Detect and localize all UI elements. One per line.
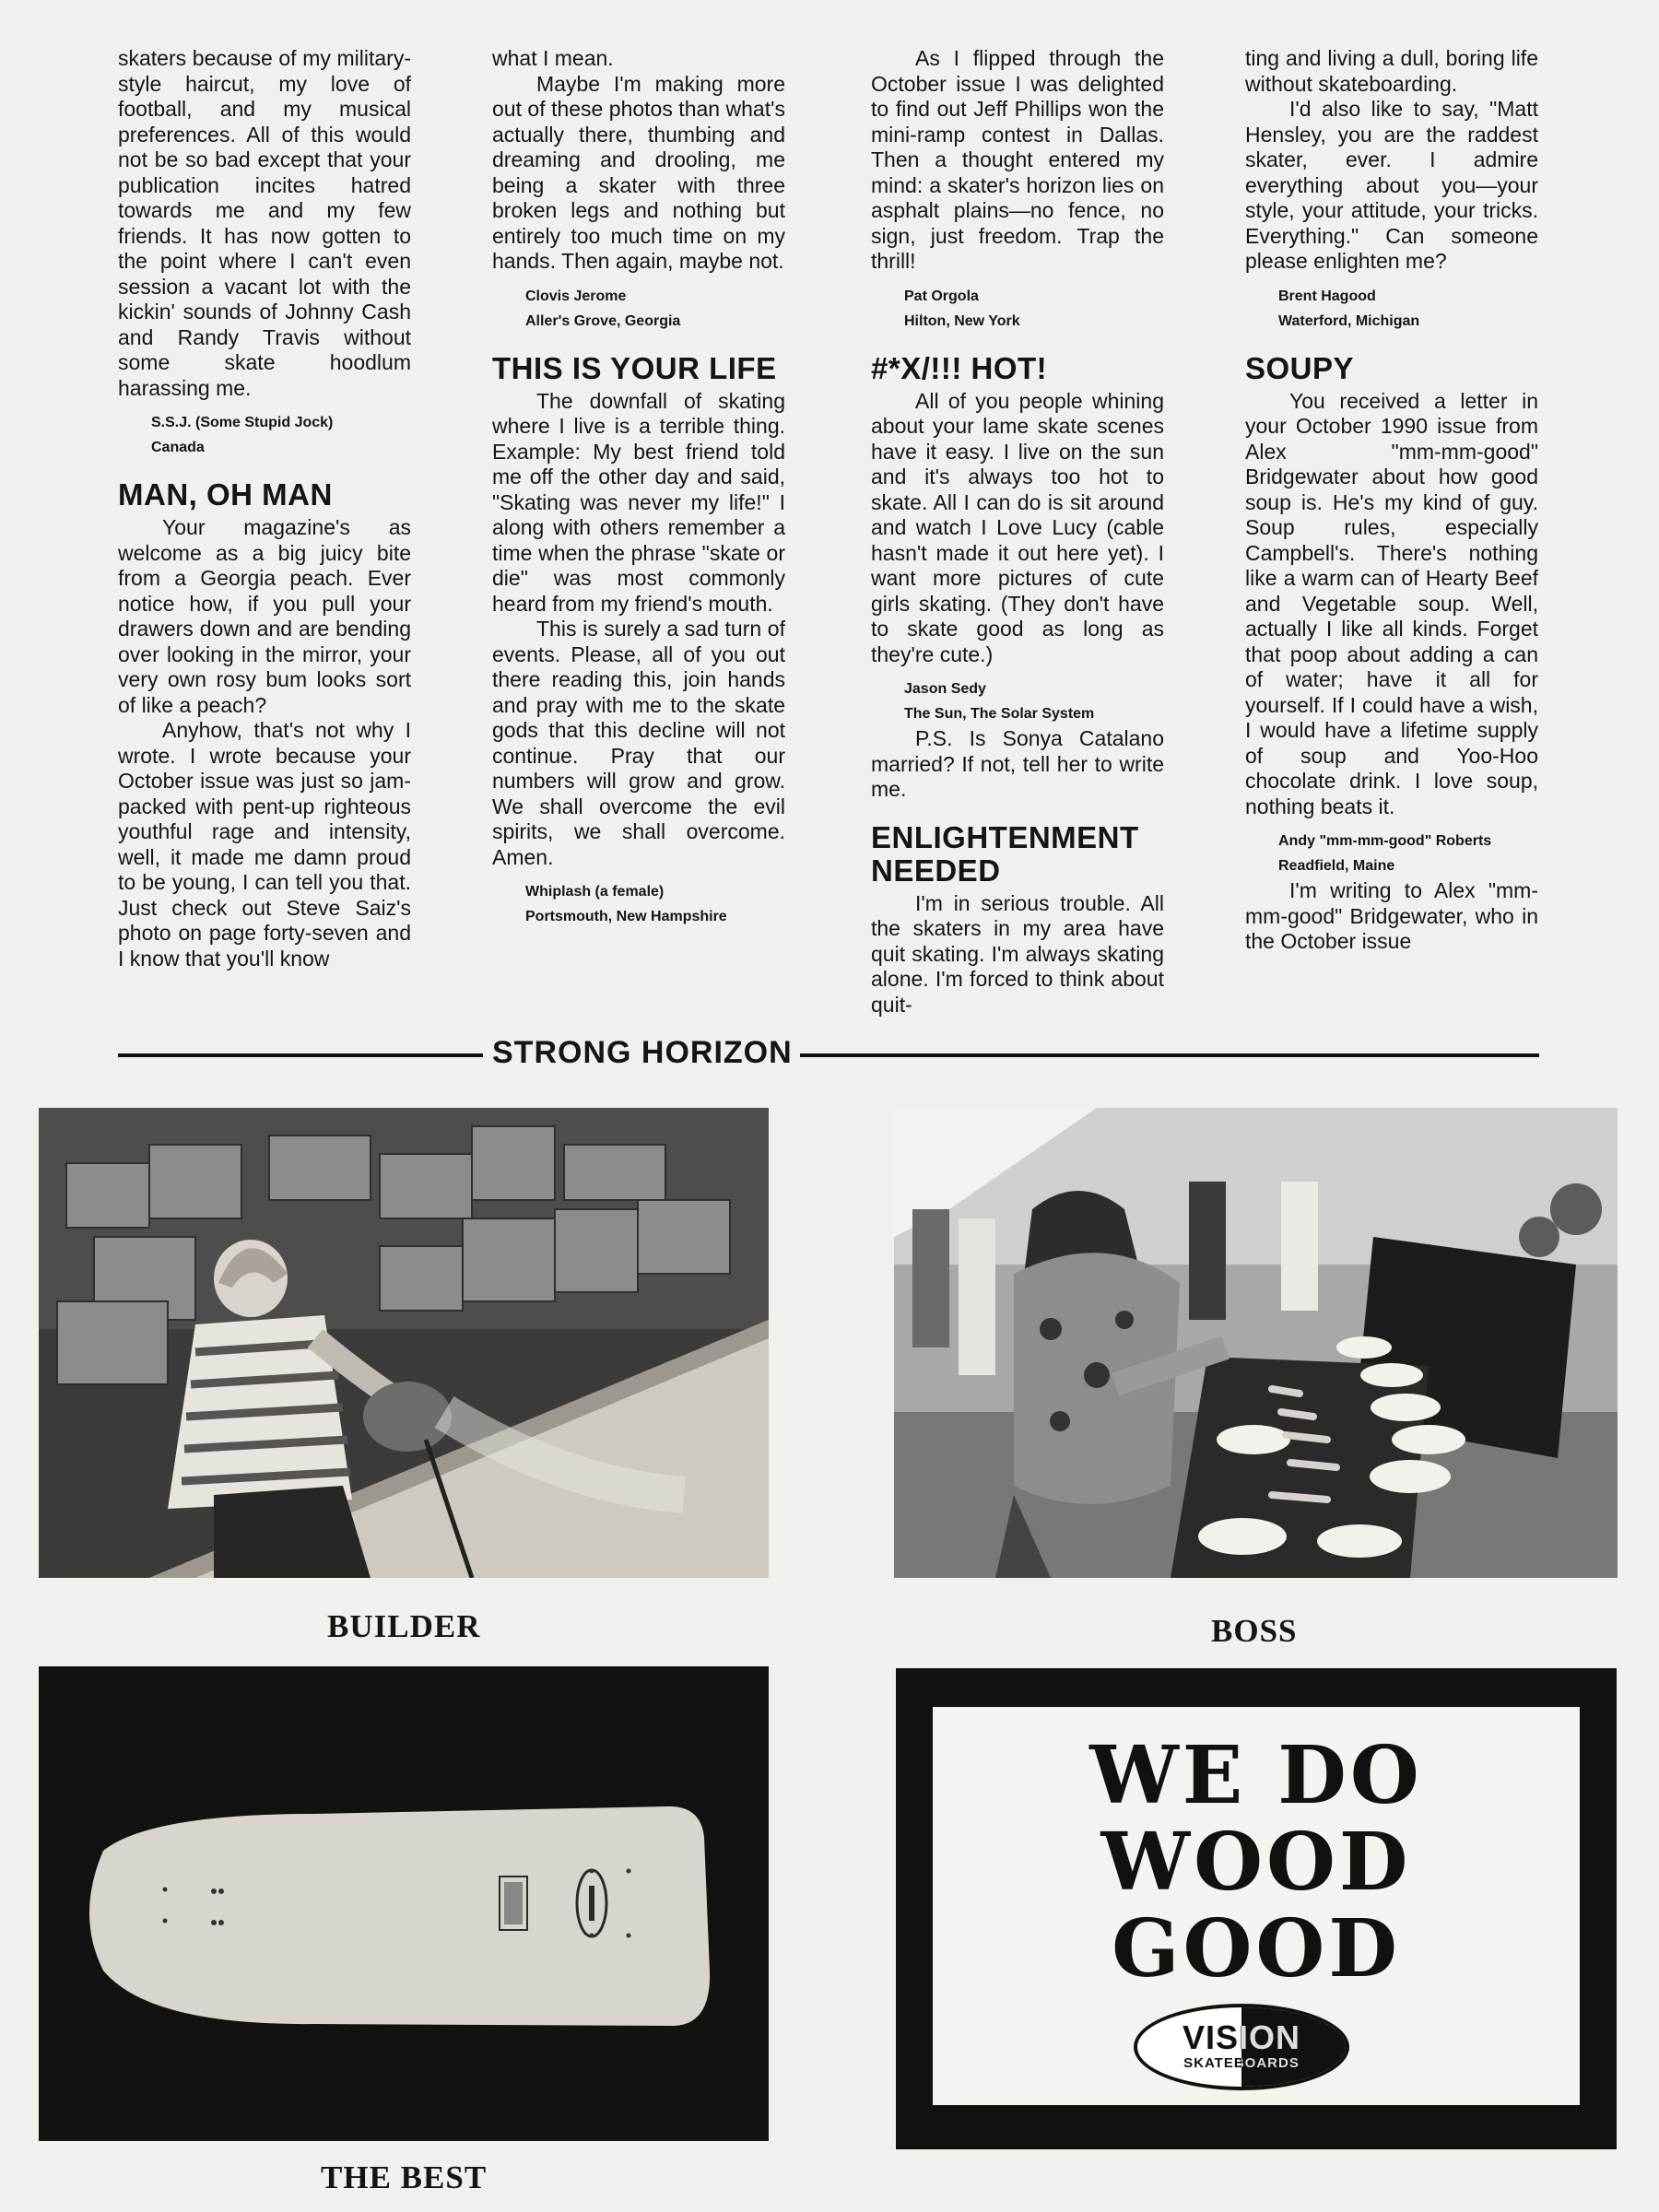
signature-location: Waterford, Michigan <box>1278 312 1420 329</box>
signature-name: Clovis Jerome <box>525 288 627 304</box>
ad-line-1: WE DO <box>1089 1729 1423 1822</box>
ad-panel <box>933 1707 1580 2105</box>
signature-name: Jason Sedy <box>904 681 986 697</box>
signature-location: Hilton, New York <box>904 312 1020 329</box>
signature-location: Readfield, Maine <box>1278 858 1395 874</box>
letter-paragraph: I'm writing to Alex "mm-mm-good" Bridgewater, who in the October issue <box>1245 878 1538 953</box>
letter-paragraph: I'm in serious trouble. All the skaters in my area have quit skating. I'm always skating alone. I'm forced to think about quit- <box>871 890 1164 1017</box>
boss-caption: BOSS <box>1211 1613 1298 1649</box>
letter-paragraph: All of you people whining about your lame skate scenes have it easy. I live on the sun and it's always too hot to skate. All I can do is sit around and watch I Love Lucy (cable hasn't made it out here yet). I want more pictures of cute girls skating. (They don't have to skate good as long as they're cute.) <box>871 388 1164 666</box>
section-rule-left <box>118 1053 483 1057</box>
letter-signature <box>904 677 1164 726</box>
letter-paragraph: ting and living a dull, boring life without skateboarding. <box>1245 46 1538 96</box>
vision-logo <box>1134 2004 1349 2090</box>
letter-signature <box>1278 284 1538 334</box>
builder-photo <box>39 1108 769 1578</box>
letter-paragraph: skaters because of my military-style haircut, my love of football, and my musical preferences. All of this would not be so bad except that your publication incites hatred towards me and my few friends. It has now gotten to the point where I can't even session a vacant lot with the kickin' sounds of Johnny Cash and Randy Travis without some skate hoodlum harassing me. <box>118 46 411 400</box>
signature-name: S.S.J. (Some Stupid Jock) <box>151 415 334 430</box>
section-title: STRONG HORIZON <box>492 1035 793 1070</box>
letter-signature <box>525 284 785 334</box>
letter-signature <box>1278 829 1538 878</box>
letter-paragraph: Anyhow, that's not why I wrote. I wrote because your October issue was just so jam-packed with pent-up righteous youthful rage and intensity, well, it made me damn proud to be young, I can tell you that. Just check out Steve Saiz's photo on page forty-seven and I know that you'll know <box>118 718 411 971</box>
signature-name: Whiplash (a female) <box>525 884 665 900</box>
letters-column-3 <box>871 46 1164 1018</box>
letter-headline: SOUPY <box>1245 350 1355 385</box>
best-caption: THE BEST <box>321 2159 488 2195</box>
letter-paragraph: You received a letter in your October 1990 issue from Alex "mm-mm-good" Bridgewater about how good soup is. He's my kind of guy. Soup rules, especially Campbell's. There's nothing like a warm can of Hearty Beef and Vegetable soup. Well, actually I like all kinds. Forget that poop about adding a can of water; have it all for yourself. If I could have a wish, I would have a lifetime supply of soup and Yoo-Hoo chocolate drink. I love soup, nothing beats it. <box>1245 388 1538 818</box>
boss-photo <box>894 1108 1618 1578</box>
section-rule-right <box>800 1053 1539 1057</box>
letter-paragraph: The downfall of skating where I live is a terrible thing. Example: My best friend told me off the other day and said, "Skating was never my life!" I along with others remember a time when the phrase "skate or die" was most commonly heard from my friend's mouth. <box>492 388 785 616</box>
signature-location: Aller's Grove, Georgia <box>525 312 681 329</box>
letters-column-4 <box>1245 46 1538 955</box>
signature-location: The Sun, The Solar System <box>904 706 1095 722</box>
ad-line-2: WOOD <box>1100 1816 1412 1909</box>
letter-paragraph: Your magazine's as welcome as a big juicy bite from a Georgia peach. Ever notice how, if you pull your drawers down and are bending over looking in the mirror, your very own rosy bum looks sort of like a peach? <box>118 515 411 717</box>
vision-ad <box>896 1668 1617 2149</box>
letter-headline: #*X/!!! HOT! <box>871 350 1048 385</box>
builder-caption: BUILDER <box>327 1608 481 1644</box>
signature-name: Pat Orgola <box>904 288 979 304</box>
letter-signature <box>904 284 1164 334</box>
letter-headline: THIS IS YOUR LIFE <box>492 350 777 385</box>
letter-paragraph: This is surely a sad turn of events. Please, all of you out there reading this, join hands and pray with me to the skate gods that this decline will not continue. Pray that our numbers will grow and grow. We shall overcome the evil spirits, we shall overcome. Amen. <box>492 617 785 869</box>
letters-column-1 <box>118 46 411 971</box>
letters-column-2 <box>492 46 785 929</box>
signature-location: Canada <box>151 440 205 455</box>
signature-location: Portsmouth, New Hampshire <box>525 909 727 924</box>
letter-signature <box>525 879 785 929</box>
letter-signature <box>151 410 411 460</box>
signature-name: Brent Hagood <box>1278 288 1376 304</box>
letter-paragraph: P.S. Is Sonya Catalano married? If not, tell her to write me. <box>871 726 1164 801</box>
ad-line-3: GOOD <box>1112 1902 1401 1995</box>
signature-name: Andy "mm-mm-good" Roberts <box>1278 833 1492 849</box>
letter-headline: ENLIGHTENMENT NEEDED <box>871 819 1139 888</box>
letter-paragraph: what I mean. <box>492 46 614 70</box>
letter-paragraph: Maybe I'm making more out of these photos than what's actually there, thumbing and dreaming and drooling, me being a skater with three broken legs and nothing but entirely too much time on my hands. Then again, maybe not. <box>492 71 785 273</box>
best-deck-photo <box>39 1666 769 2141</box>
logo-bottom-text: SKATEBOARDS <box>1183 2055 1300 2071</box>
letter-paragraph: I'd also like to say, "Matt Hensley, you are the raddest skater, ever. I admire everything about you—your style, your attitude, your tricks. Everything." Can someone please enlighten me? <box>1245 97 1538 273</box>
ad-slogan <box>933 1729 1580 1995</box>
letter-headline: MAN, OH MAN <box>118 477 333 512</box>
logo-top-text: VISION <box>1182 2018 1301 2056</box>
letter-paragraph: As I flipped through the October issue I was delighted to find out Jeff Phillips won the mini-ramp contest in Dallas. Then a thought entered my mind: a skater's horizon lies on asphalt plains—no fence, no sign, just freedom. Trap the thrill! <box>871 46 1164 273</box>
